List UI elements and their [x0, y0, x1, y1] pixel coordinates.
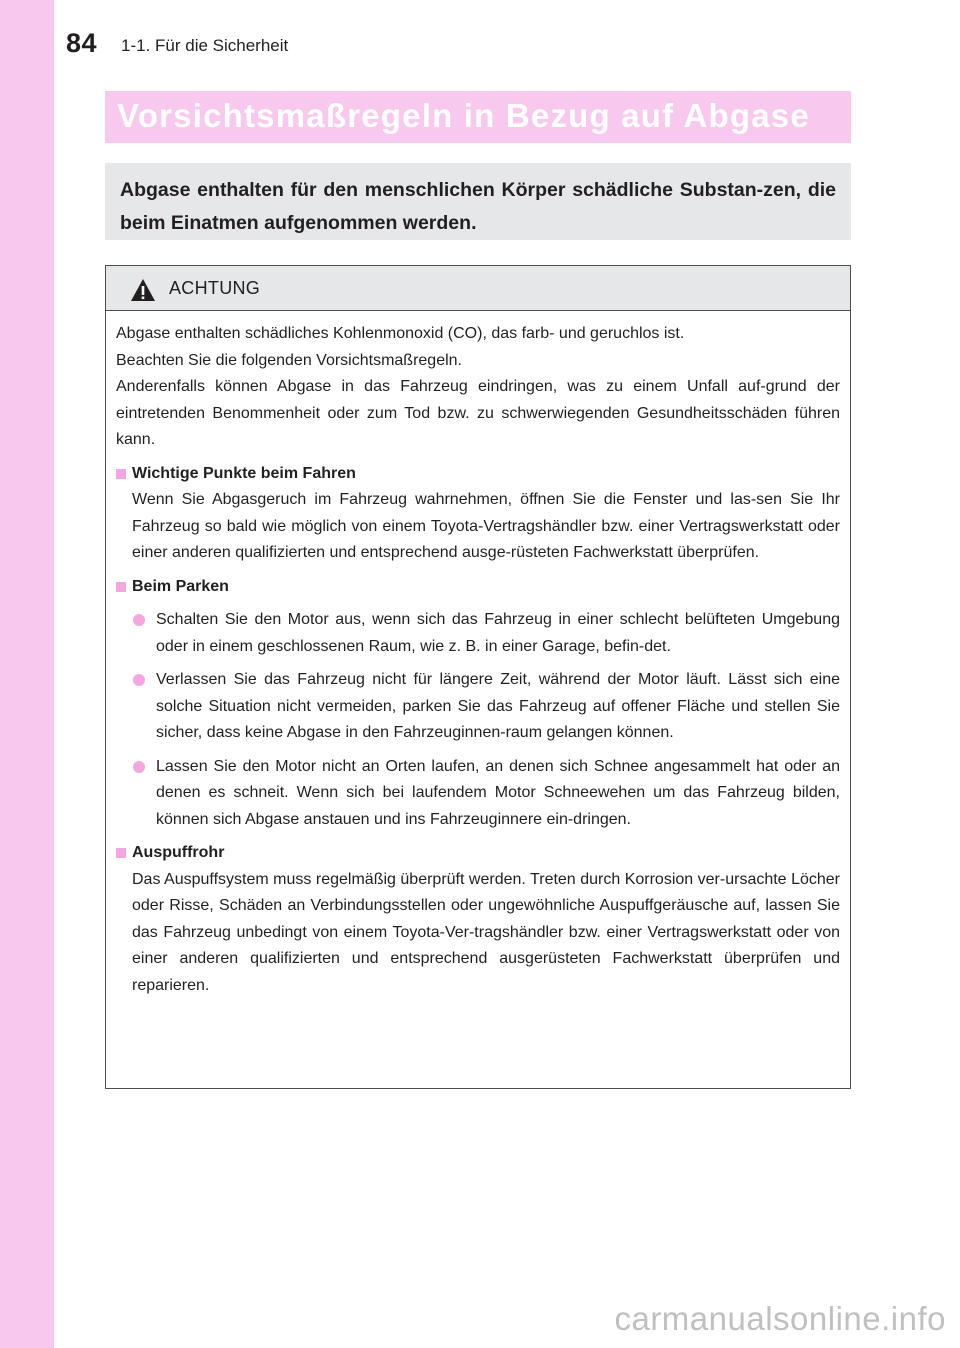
square-bullet-icon: [116, 848, 126, 858]
warning-triangle-icon: [130, 278, 156, 302]
round-bullet-icon: [133, 674, 145, 686]
title-bar: [105, 91, 851, 143]
warning-intro-3: Anderenfalls können Abgase in das Fahrzeug eindringen, was zu einem Unfall auf-grund der eintretenden Benommenheit oder zum Tod bzw. zu schwerwiegenden Gesundheitsschäden führen kann.: [116, 378, 840, 448]
section-heading: Auspuffrohr: [116, 840, 840, 867]
page-title: Vorsichtsmaßregeln in Bezug auf Abgase: [117, 97, 810, 134]
side-color-band: [0, 0, 54, 1348]
section-heading: Wichtige Punkte beim Fahren: [116, 461, 840, 488]
square-bullet-icon: [116, 469, 126, 479]
round-bullet-icon: [133, 761, 145, 773]
list-item: Schalten Sie den Motor aus, wenn sich das Fahrzeug in einer schlecht belüfteten Umgebung oder in einem geschlossenen Raum, wie z. B. in einer Garage, befin-det.: [116, 607, 840, 660]
section-heading: Beim Parken: [116, 574, 840, 601]
warning-title: ACHTUNG: [169, 278, 261, 298]
list-item: Lassen Sie den Motor nicht an Orten laufen, an denen sich Schnee angesammelt hat oder an denen es schneit. Wenn sich bei laufendem Motor Schneewehen um das Fahrzeug bilden, können sich Abgase anstauen und ins Fahrzeuginnere ein-dringen.: [116, 754, 840, 834]
intro-box: [105, 163, 851, 240]
list-item: Verlassen Sie das Fahrzeug nicht für längere Zeit, während der Motor läuft. Lässt sich eine solche Situation nicht vermeiden, parken Sie das Fahrzeug auf offener Fläche und stellen Sie sicher, dass keine Abgase in den Fahrzeuginnen-raum gelangen können.: [116, 667, 840, 747]
warning-intro-1: Abgase enthalten schädliches Kohlenmonoxid (CO), das farb- und geruchlos ist.: [116, 325, 685, 342]
warning-box: [105, 265, 851, 1089]
watermark: carmanualsonline.info: [614, 1300, 946, 1337]
section-text: Wenn Sie Abgasgeruch im Fahrzeug wahrnehmen, öffnen Sie die Fenster und las-sen Sie Ihr Fahrzeug so bald wie möglich von einem Toyota-Vertragshändler bzw. einer Vertragswerkstatt oder einer anderen qualifizierten und entsprechend ausge-rüsteten Fachwerkstatt überprüfen.: [132, 491, 840, 561]
warning-header: [106, 266, 850, 311]
warning-intro-2: Beachten Sie die folgenden Vorsichtsmaßregeln.: [116, 351, 462, 369]
section-text: Das Auspuffsystem muss regelmäßig überprüft werden. Treten durch Korrosion ver-ursachte Löcher oder Risse, Schäden an Verbindungsstellen oder ungewöhnliche Auspuffgeräusche auf, lassen Sie das Fahrzeug unbedingt von einem Toyota-Ver-tragshändler bzw. einer Vertragswerkstatt oder von einer anderen qualifizierten und entsprechend ausgerüsteten Fachwerkstatt überprüfen und reparieren.: [132, 870, 840, 994]
square-bullet-icon: [116, 582, 126, 592]
round-bullet-icon: [133, 614, 145, 626]
page-number: 84: [66, 28, 98, 58]
section-label: 1-1. Für die Sicherheit: [121, 36, 289, 55]
warning-body: [116, 321, 840, 999]
intro-text: Abgase enthalten für den menschlichen Körper schädliche Substan-zen, die beim Einatmen aufgenommen werden.: [120, 179, 836, 234]
